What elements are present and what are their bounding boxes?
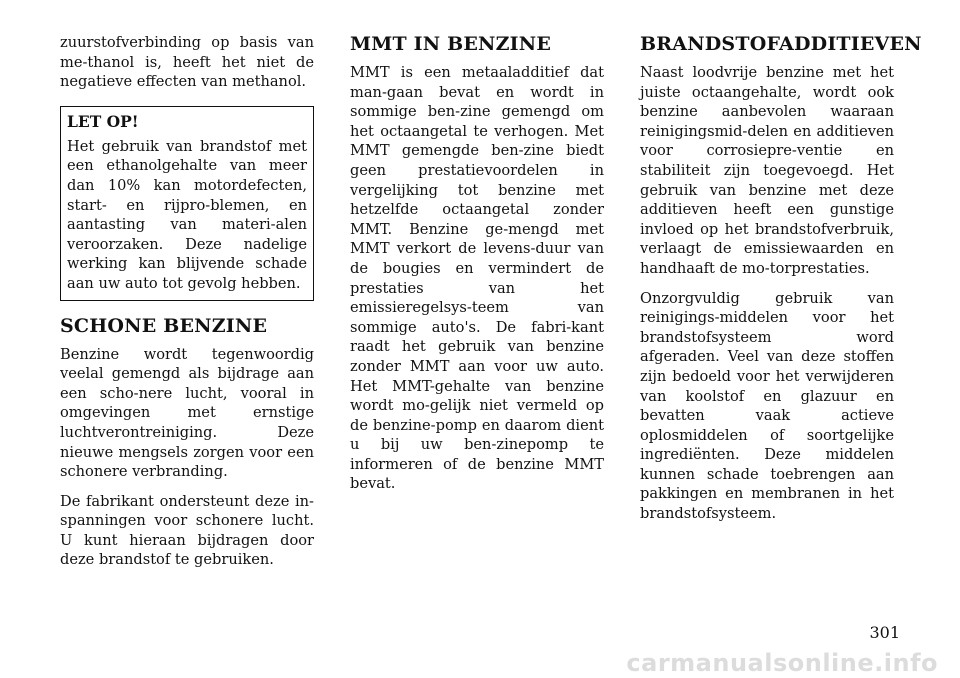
column-right — [640, 33, 922, 534]
additieven-paragraph-2: Onzorgvuldig gebruik van reinigings-middelen voor het brandstofsysteem word afgeraden. Veel van deze stoffen zijn bedoeld voor het verwijderen van koolstof en glazuur en bevatten vaak actieve oplosmiddelen of soortgelijke ingrediënten. Deze middelen kunnen schade toebrengen aan pakkingen en membranen in het brandstofsysteem. — [640, 289, 894, 523]
warning-text: Het gebruik van brandstof met een ethanolgehalte van meer dan 10% kan motordefecten, start- en rijpro-blemen, en aantasting van materi-alen veroorzaken. Deze nadelige werking kan blijvende schade aan uw auto tot gevolg hebben. — [67, 137, 307, 292]
column-middle — [350, 33, 604, 504]
mmt-paragraph: MMT is een metaaladditief dat man-gaan bevat en wordt in sommige ben-zine gemengd om het octaangetal te verhogen. Met MMT gemengde ben-zine biedt geen prestatievoordelen in vergelijking tot benzine met hetzelfde octaangetal zonder MMT. Benzine ge-mengd met MMT verkort de levens-duur van de bougies en vermindert de prestaties van het emissieregelsys-teem van sommige auto's. De fabri-kant raadt het gebruik van benzine zonder MMT aan voor uw auto. Het MMT-gehalte van benzine wordt mo-gelijk niet vermeld op de benzine-pomp en daarom dient u bij uw ben-zinepomp te informeren of de benzine MMT bevat. — [350, 64, 604, 493]
schone-benzine-paragraph-1: Benzine wordt tegenwoordig veelal gemengd als bijdrage aan een scho-nere lucht, vooral in omgevingen met ernstige luchtverontreiniging. Deze nieuwe mengsels zorgen voor een schonere verbranding. — [60, 345, 314, 481]
additieven-paragraph-1: Naast loodvrije benzine met het juiste octaangehalte, wordt ook benzine aanbevolen waaraan reinigingsmid-delen en additieven voor corrosiepre-ventie en stabiliteit zijn toegevoegd. Het gebruik van benzine met deze additieven heeft een gunstige invloed op het brandstofverbruik, verlaagt de emissiewaarden en handhaaft de mo-torprestaties. — [640, 64, 894, 277]
warning-box — [60, 106, 314, 301]
page-number: 301 — [869, 623, 900, 642]
schone-benzine-paragraph-2: De fabrikant ondersteunt deze in-spanningen voor schonere lucht. U kunt hieraan bijdragen door deze brandstof te gebruiken. — [60, 492, 314, 569]
section-heading-schone-benzine: SCHONE BENZINE — [60, 314, 268, 337]
intro-paragraph: zuurstofverbinding op basis van me-thanol is, heeft het niet de negatieve effecten van methanol. — [60, 34, 314, 91]
warning-title: LET OP! — [67, 111, 139, 131]
watermark-text: carmanualsonline.info — [626, 649, 938, 677]
section-heading-mmt: MMT IN BENZINE — [350, 33, 552, 55]
column-left — [60, 33, 314, 580]
section-heading-brandstofadditieven: BRANDSTOFADDITIEVEN — [640, 33, 922, 55]
